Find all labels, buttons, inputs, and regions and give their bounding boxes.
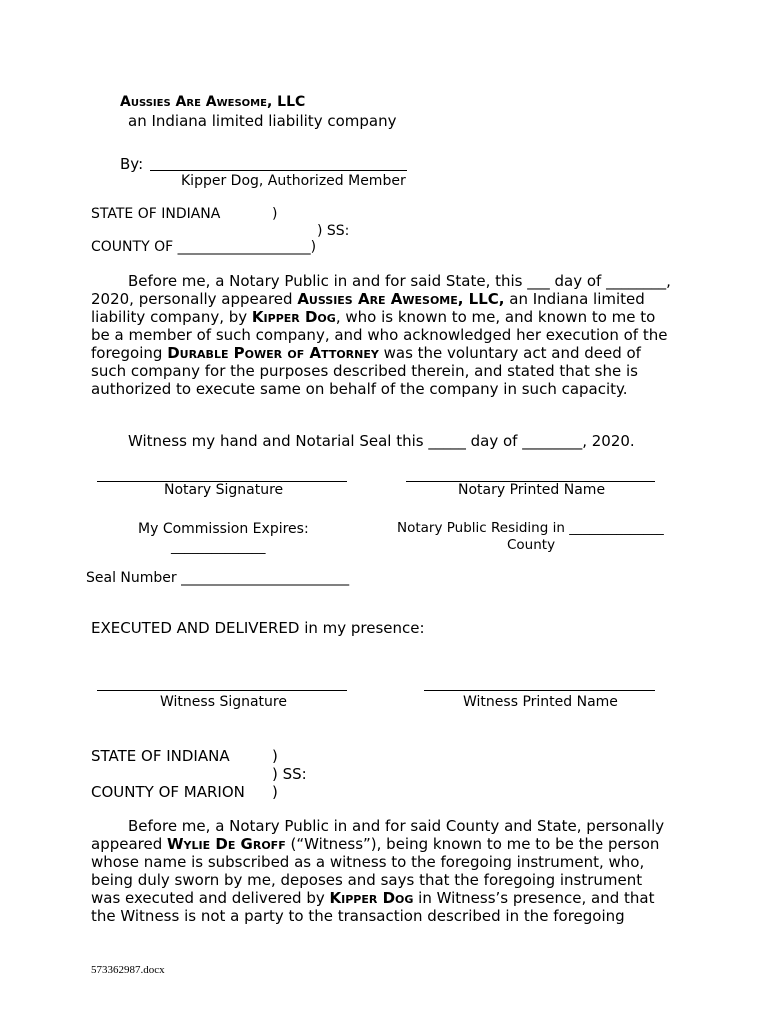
- residing-county: County: [507, 537, 556, 553]
- commission-blank: ______________: [171, 539, 266, 555]
- by-label: By:: [120, 155, 144, 173]
- company-signature-line: [150, 170, 407, 171]
- instrument-name: Durable Power of Attorney: [167, 344, 379, 362]
- witness-seal-line: Witness my hand and Notarial Seal this _____ day of ________, 2020.: [128, 432, 635, 450]
- venue2-county: COUNTY OF MARION: [91, 783, 245, 801]
- executed-delivered: EXECUTED AND DELIVERED in my presence:: [91, 619, 425, 637]
- venue2-paren: ): [272, 747, 278, 765]
- notary-printed-name-caption: Notary Printed Name: [458, 482, 606, 498]
- residing-label: Notary Public Residing in ______________: [397, 520, 664, 536]
- venue2-state: STATE OF INDIANA: [91, 747, 230, 765]
- venue2-ss: ) SS:: [272, 765, 307, 783]
- company-name: Aussies Are Awesome, LLC: [120, 94, 306, 110]
- venue2-paren-bottom: ): [272, 783, 278, 801]
- witness-signature-line: [97, 690, 347, 691]
- venue1-state: STATE OF INDIANA: [91, 206, 221, 222]
- member-name: Kipper Dog: [251, 308, 336, 326]
- venue1-ss: ) SS:: [317, 223, 350, 239]
- entity-name: Aussies Are Awesome, LLC,: [297, 290, 505, 308]
- venue1-paren: ): [272, 206, 278, 222]
- seal-number: Seal Number ________________________: [86, 570, 350, 586]
- commission-label: My Commission Expires:: [138, 521, 309, 537]
- venue1-county: COUNTY OF ___________________): [91, 239, 317, 255]
- witness-printed-name-caption: Witness Printed Name: [463, 694, 618, 710]
- witness-acknowledgment: Before me, a Notary Public in and for said County and State, personally appeared Wylie De Groff (“Witness”), being known to me to be the person whose name is subscribed as a witness to the foregoing instrument, who, being duly sworn by me, deposes and says that the foregoing instrument was executed and delivered by Kipper Dog in Witness’s presence, and that the Witness is not a party to the transaction described in the foregoing: [91, 817, 665, 925]
- company-signer-caption: Kipper Dog, Authorized Member: [181, 173, 406, 189]
- witness-name: Wylie De Groff: [167, 835, 286, 853]
- document-footer: 573362987.docx: [91, 964, 165, 976]
- witness-printed-name-line: [424, 690, 655, 691]
- witness-signature-caption: Witness Signature: [160, 694, 287, 710]
- company-description: an Indiana limited liability company: [128, 112, 397, 130]
- member-name: Kipper Dog: [329, 889, 414, 907]
- notary-acknowledgment: Before me, a Notary Public in and for said State, this ___ day of ________, 2020, personally appeared Aussies Are Awesome, LLC, an Indiana limited liability company, by Kipper Dog, who is known to me, and known to me to be a member of such company, and who acknowledged her execution of the foregoing Durable Power of Attorney was the voluntary act and deed of such company for the purposes described therein, and stated that she is authorized to execute same on behalf of the company in such capacity.: [91, 272, 671, 398]
- notary-signature-caption: Notary Signature: [164, 482, 284, 498]
